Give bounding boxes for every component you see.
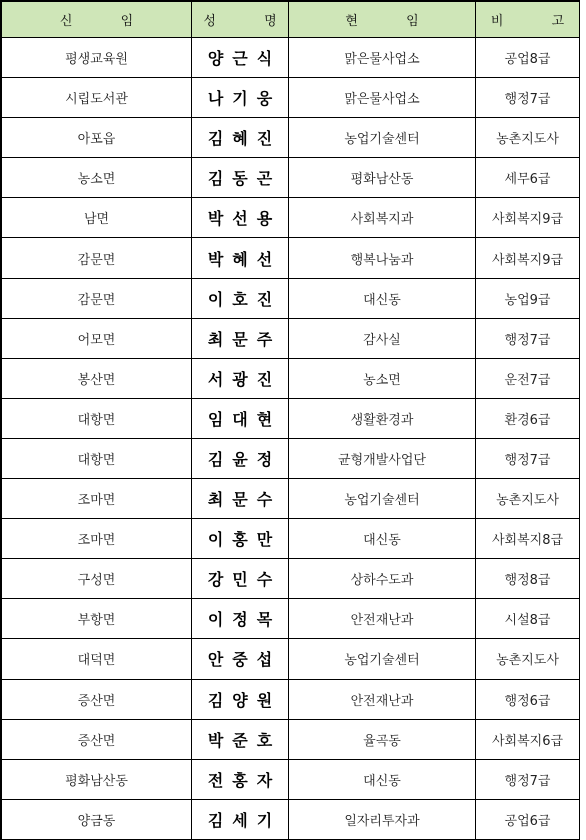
name-cell	[192, 158, 289, 198]
table-row	[2, 198, 580, 238]
current-post-cell-text: 맑은물사업소	[344, 52, 420, 68]
note-cell	[476, 679, 580, 719]
table-row	[2, 799, 580, 839]
new-post-cell	[2, 479, 192, 519]
new-post-cell	[2, 719, 192, 759]
table-row	[2, 719, 580, 759]
note-cell	[476, 278, 580, 318]
note-cell	[476, 118, 580, 158]
personnel-table	[1, 1, 586, 840]
new-post-cell	[2, 759, 192, 799]
note-cell-text: 농업9급	[504, 292, 551, 308]
name-cell	[192, 198, 289, 238]
new-post-cell-text: 조마면	[77, 533, 116, 549]
current-post-cell-text: 안전재난과	[350, 693, 414, 709]
name-cell-text: 나기웅	[207, 89, 282, 109]
note-cell-text: 농촌지도사	[496, 493, 559, 509]
current-post-cell	[289, 479, 476, 519]
header-name	[192, 2, 299, 38]
name-cell-text: 박선용	[207, 209, 282, 229]
name-cell-text: 김윤정	[207, 449, 282, 469]
header-new-post	[2, 2, 192, 38]
current-post-cell	[289, 719, 476, 759]
current-post-cell	[289, 759, 476, 799]
header-note-label: 비 고	[490, 14, 586, 29]
current-post-cell	[289, 158, 476, 198]
current-post-cell-text: 평화남산동	[350, 172, 414, 188]
new-post-cell-text: 어모면	[77, 332, 116, 348]
current-post-cell-text: 농소면	[363, 372, 401, 388]
note-cell-text: 행정7급	[504, 332, 551, 348]
name-cell	[192, 479, 289, 519]
current-post-cell-text: 대신동	[363, 292, 401, 308]
current-post-cell-text: 균형개발사업단	[338, 452, 426, 468]
note-cell	[476, 519, 580, 559]
new-post-cell-text: 평화남산동	[65, 773, 128, 789]
current-post-cell-text: 대신동	[363, 773, 401, 789]
new-post-cell	[2, 398, 192, 438]
name-cell	[192, 519, 289, 559]
new-post-cell	[2, 358, 192, 398]
table-row	[2, 318, 580, 358]
name-cell	[192, 719, 289, 759]
name-cell-text: 이정목	[207, 610, 282, 630]
table-row	[2, 118, 580, 158]
current-post-cell	[289, 599, 476, 639]
name-cell-text: 김세기	[207, 810, 282, 830]
name-cell-text: 이호진	[207, 289, 282, 309]
new-post-cell-text: 양금동	[77, 813, 116, 829]
note-cell	[476, 238, 580, 278]
table-row	[2, 278, 580, 318]
name-cell-text: 이홍만	[207, 530, 282, 550]
name-cell	[192, 639, 289, 679]
current-post-cell	[289, 278, 476, 318]
name-cell-text: 임대현	[207, 409, 282, 429]
note-cell	[476, 358, 580, 398]
new-post-cell	[2, 238, 192, 278]
note-cell-text: 시설8급	[504, 613, 551, 629]
current-post-cell	[289, 358, 476, 398]
note-cell-text: 공업8급	[504, 52, 551, 68]
new-post-cell-text: 대항면	[77, 452, 116, 468]
name-cell	[192, 118, 289, 158]
note-cell-text: 행정8급	[504, 573, 551, 589]
note-cell	[476, 639, 580, 679]
note-cell-text: 행정7급	[504, 773, 551, 789]
new-post-cell	[2, 799, 192, 839]
table-row	[2, 519, 580, 559]
current-post-cell-text: 대신동	[363, 533, 401, 549]
note-cell-text: 행정7급	[504, 452, 551, 468]
header-note	[476, 2, 586, 38]
current-post-cell-text: 맑은물사업소	[344, 92, 420, 108]
name-cell	[192, 318, 289, 358]
name-cell	[192, 278, 289, 318]
note-cell-text: 사회복지6급	[491, 733, 564, 749]
new-post-cell	[2, 438, 192, 478]
table-row	[2, 759, 580, 799]
header-current-post	[289, 2, 476, 38]
note-cell	[476, 719, 580, 759]
note-cell-text: 환경6급	[504, 412, 551, 428]
new-post-cell	[2, 158, 192, 198]
header-name-label: 성 명	[203, 14, 299, 29]
name-cell-text: 김양원	[207, 690, 282, 710]
new-post-cell-text: 증산면	[77, 693, 116, 709]
current-post-cell-text: 율곡동	[363, 733, 401, 749]
new-post-cell	[2, 519, 192, 559]
table-row	[2, 158, 580, 198]
new-post-cell-text: 부항면	[77, 613, 116, 629]
name-cell	[192, 679, 289, 719]
new-post-cell-text: 감문면	[77, 292, 116, 308]
table-row	[2, 479, 580, 519]
name-cell-text: 김동곤	[207, 169, 282, 189]
current-post-cell	[289, 398, 476, 438]
new-post-cell	[2, 318, 192, 358]
note-cell-text: 사회복지9급	[491, 252, 564, 268]
table-header	[2, 2, 586, 38]
note-cell-text: 농촌지도사	[496, 653, 559, 669]
header-current-post-label: 현 임	[345, 14, 441, 29]
new-post-cell	[2, 118, 192, 158]
new-post-cell	[2, 38, 192, 78]
name-cell-text: 최문수	[207, 490, 282, 510]
table-row	[2, 559, 580, 599]
note-cell-text: 세무6급	[504, 172, 551, 188]
note-cell-text: 행정6급	[504, 693, 551, 709]
current-post-cell	[289, 78, 476, 118]
name-cell	[192, 238, 289, 278]
new-post-cell-text: 평생교육원	[65, 52, 128, 68]
current-post-cell-text: 사회복지과	[350, 212, 414, 228]
name-cell	[192, 78, 289, 118]
note-cell	[476, 799, 580, 839]
note-cell-text: 운전7급	[504, 372, 551, 388]
current-post-cell	[289, 238, 476, 278]
new-post-cell-text: 증산면	[77, 733, 116, 749]
current-post-cell	[289, 198, 476, 238]
name-cell-text: 서광진	[207, 369, 282, 389]
new-post-cell	[2, 599, 192, 639]
current-post-cell	[289, 318, 476, 358]
note-cell	[476, 438, 580, 478]
current-post-cell	[289, 799, 476, 839]
note-cell	[476, 559, 580, 599]
new-post-cell	[2, 639, 192, 679]
note-cell-text: 사회복지9급	[491, 212, 564, 228]
note-cell	[476, 318, 580, 358]
new-post-cell-text: 구성면	[77, 573, 116, 589]
new-post-cell-text: 대항면	[77, 412, 116, 428]
name-cell	[192, 358, 289, 398]
note-cell	[476, 78, 580, 118]
table-row	[2, 38, 580, 78]
current-post-cell	[289, 559, 476, 599]
table-row	[2, 398, 580, 438]
current-post-cell	[289, 679, 476, 719]
current-post-cell-text: 농업기술센터	[344, 132, 420, 148]
note-cell	[476, 198, 580, 238]
note-cell	[476, 759, 580, 799]
header-new-post-label: 신 임	[59, 14, 156, 29]
table-row	[2, 599, 580, 639]
current-post-cell-text: 행복나눔과	[350, 252, 414, 268]
name-cell-text: 최문주	[207, 329, 282, 349]
name-cell	[192, 559, 289, 599]
name-cell-text: 양근식	[207, 49, 282, 69]
note-cell-text: 사회복지8급	[491, 533, 564, 549]
current-post-cell-text: 감사실	[363, 332, 401, 348]
name-cell-text: 박준호	[207, 730, 282, 750]
current-post-cell	[289, 118, 476, 158]
name-cell	[192, 438, 289, 478]
note-cell	[476, 599, 580, 639]
current-post-cell	[289, 38, 476, 78]
note-cell-text: 행정7급	[504, 92, 551, 108]
new-post-cell-text: 농소면	[77, 172, 116, 188]
new-post-cell	[2, 198, 192, 238]
current-post-cell-text: 농업기술센터	[344, 493, 420, 509]
new-post-cell	[2, 78, 192, 118]
name-cell	[192, 799, 289, 839]
note-cell	[476, 398, 580, 438]
current-post-cell	[289, 639, 476, 679]
new-post-cell-text: 아포읍	[77, 132, 116, 148]
current-post-cell-text: 생활환경과	[350, 412, 414, 428]
table-body	[2, 38, 580, 840]
current-post-cell	[289, 519, 476, 559]
name-cell	[192, 38, 289, 78]
name-cell	[192, 599, 289, 639]
current-post-cell	[289, 438, 476, 478]
name-cell-text: 박혜선	[207, 249, 282, 269]
table-row	[2, 639, 580, 679]
note-cell-text: 공업6급	[504, 813, 551, 829]
new-post-cell	[2, 559, 192, 599]
name-cell-text: 안중섭	[207, 650, 282, 670]
table-row	[2, 78, 580, 118]
note-cell	[476, 38, 580, 78]
name-cell	[192, 759, 289, 799]
new-post-cell-text: 시립도서관	[65, 92, 128, 108]
header-row	[2, 2, 580, 38]
current-post-cell-text: 상하수도과	[350, 573, 414, 589]
note-cell	[476, 158, 580, 198]
name-cell-text: 전홍자	[207, 770, 282, 790]
table-row	[2, 679, 580, 719]
current-post-cell-text: 안전재난과	[350, 613, 414, 629]
name-cell-text: 김혜진	[207, 129, 282, 149]
name-cell-text: 강민수	[207, 570, 282, 590]
name-cell	[192, 398, 289, 438]
current-post-cell-text: 농업기술센터	[344, 653, 420, 669]
current-post-cell-text: 일자리투자과	[344, 813, 420, 829]
note-cell-text: 농촌지도사	[496, 132, 559, 148]
new-post-cell-text: 대덕면	[77, 653, 116, 669]
note-cell	[476, 479, 580, 519]
table-row	[2, 358, 580, 398]
new-post-cell	[2, 278, 192, 318]
new-post-cell-text: 봉산면	[77, 372, 116, 388]
new-post-cell-text: 감문면	[77, 252, 116, 268]
new-post-cell	[2, 679, 192, 719]
table-row	[2, 238, 580, 278]
table-row	[2, 438, 580, 478]
new-post-cell-text: 남면	[83, 212, 110, 228]
new-post-cell-text: 조마면	[77, 493, 116, 509]
